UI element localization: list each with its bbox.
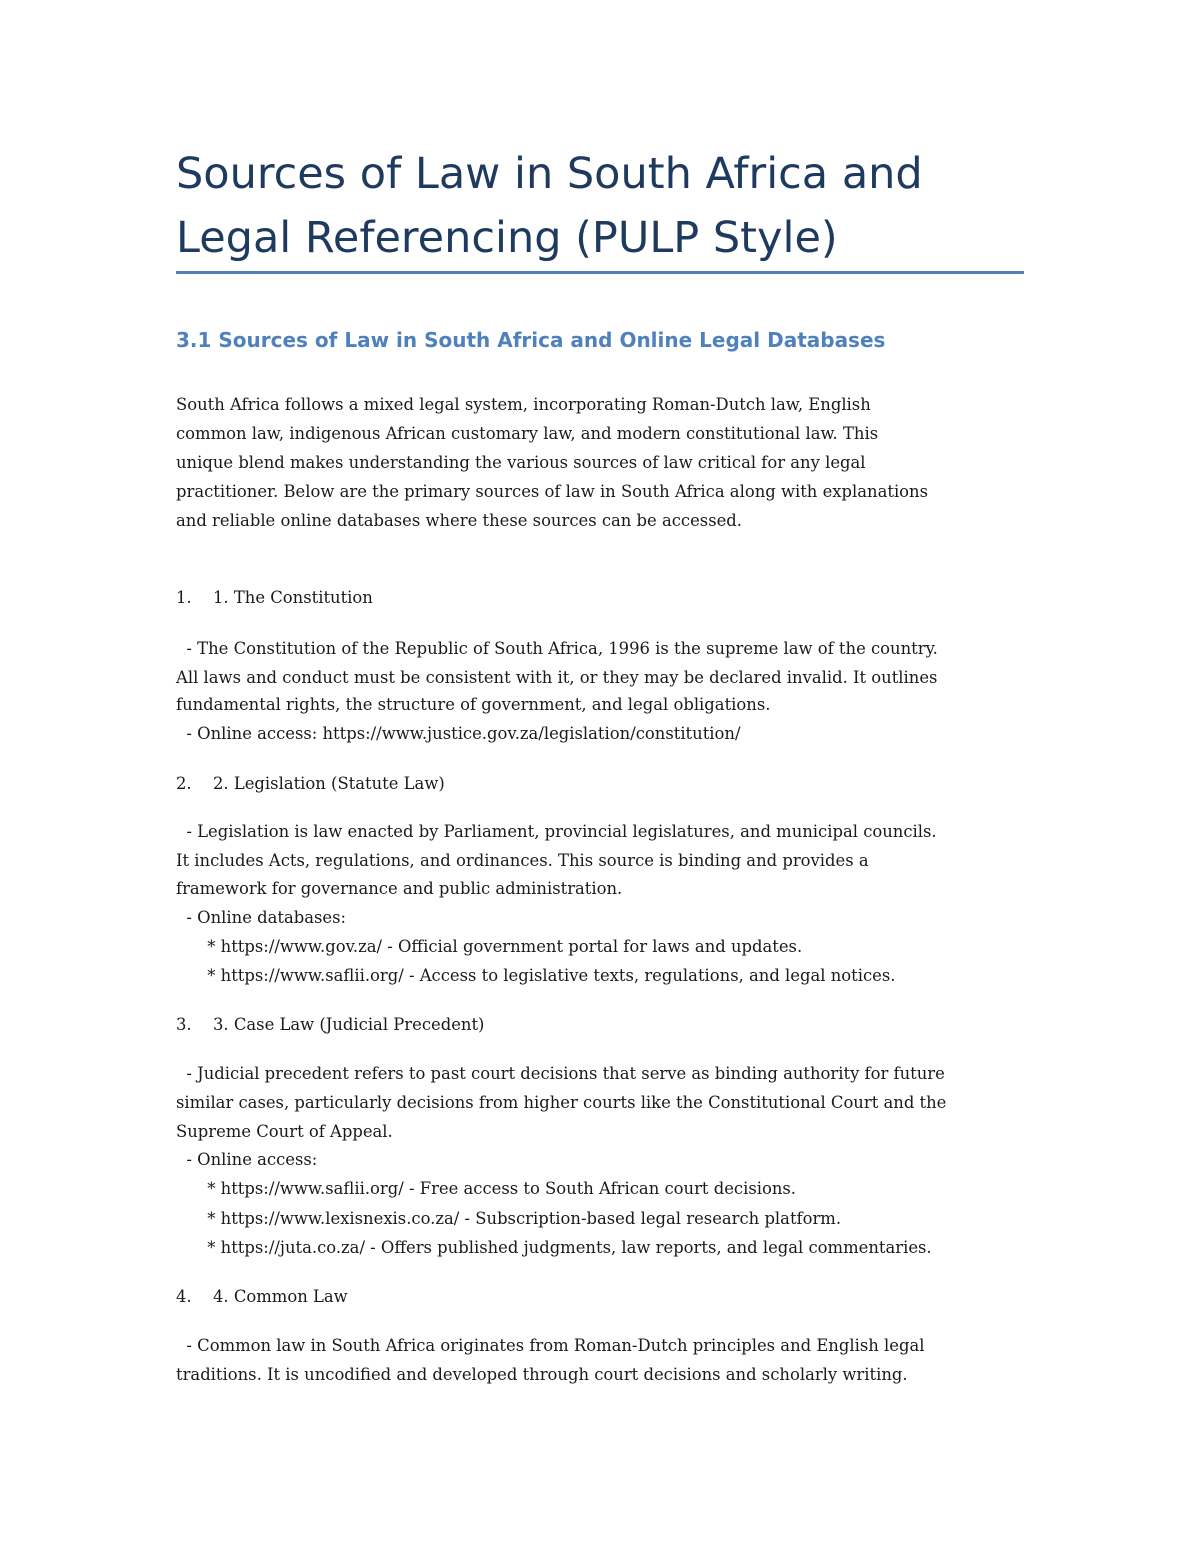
item-text-line: It includes Acts, regulations, and ordinances. This source is binding and provides a: [176, 851, 869, 870]
list-number: 3.: [176, 1015, 192, 1034]
list-item-label: 2. Legislation (Statute Law): [213, 774, 445, 793]
item-text-line: * https://www.saflii.org/ - Access to legislative texts, regulations, and legal notices.: [176, 966, 896, 985]
intro-line: South Africa follows a mixed legal system, incorporating Roman-Dutch law, English: [176, 395, 871, 414]
list-number: 2.: [176, 774, 192, 793]
item-text-line: - Online access: https://www.justice.gov.za/legislation/constitution/: [176, 724, 741, 743]
list-item-case-law: [176, 1010, 484, 1039]
item-text-line: - Legislation is law enacted by Parliament, provincial legislatures, and municipal councils.: [176, 822, 937, 841]
item-text-line: Supreme Court of Appeal.: [176, 1122, 393, 1141]
list-item-label: 4. Common Law: [213, 1287, 348, 1306]
list-item-constitution: [176, 583, 373, 612]
document-title: [176, 142, 1036, 270]
title-line-2: Legal Referencing (PULP Style): [176, 213, 838, 263]
item-text-line: - Judicial precedent refers to past court decisions that serve as binding authority for future: [176, 1064, 945, 1083]
intro-line: unique blend makes understanding the various sources of law critical for any legal: [176, 453, 866, 472]
item-text-line: All laws and conduct must be consistent with it, or they may be declared invalid. It outlines: [176, 668, 938, 687]
list-item-common-law: [176, 1282, 348, 1311]
list-number: 1.: [176, 588, 192, 607]
title-underline: [176, 271, 1024, 274]
item-text-line: framework for governance and public administration.: [176, 879, 623, 898]
intro-paragraph: [176, 390, 1036, 535]
list-item-label: 1. The Constitution: [213, 588, 373, 607]
item-text-line: * https://www.saflii.org/ - Free access to South African court decisions.: [176, 1179, 797, 1198]
item-text-line: - The Constitution of the Republic of South Africa, 1996 is the supreme law of the country.: [176, 639, 938, 658]
item-text-line: - Online databases:: [176, 908, 347, 927]
section-heading: 3.1 Sources of Law in South Africa and Online Legal Databases: [176, 328, 886, 352]
item-text-line: * https://www.lexisnexis.co.za/ - Subscription-based legal research platform.: [176, 1209, 842, 1228]
title-line-1: Sources of Law in South Africa and: [176, 149, 923, 199]
intro-line: practitioner. Below are the primary sources of law in South Africa along with explanations: [176, 482, 929, 501]
item-text-line: fundamental rights, the structure of government, and legal obligations.: [176, 695, 771, 714]
item-text-line: - Online access:: [176, 1150, 318, 1169]
item-text-line: * https://juta.co.za/ - Offers published judgments, law reports, and legal commentaries.: [176, 1238, 932, 1257]
item-text-line: - Common law in South Africa originates from Roman-Dutch principles and English legal: [176, 1336, 925, 1355]
item-text-line: traditions. It is uncodified and developed through court decisions and scholarly writing.: [176, 1365, 908, 1384]
intro-line: and reliable online databases where these sources can be accessed.: [176, 511, 743, 530]
item-text-line: * https://www.gov.za/ - Official government portal for laws and updates.: [176, 937, 803, 956]
intro-line: common law, indigenous African customary law, and modern constitutional law. This: [176, 424, 879, 443]
list-item-legislation: [176, 769, 445, 798]
list-item-label: 3. Case Law (Judicial Precedent): [213, 1015, 485, 1034]
item-text-line: similar cases, particularly decisions from higher courts like the Constitutional Court and the: [176, 1093, 947, 1112]
list-number: 4.: [176, 1287, 192, 1306]
